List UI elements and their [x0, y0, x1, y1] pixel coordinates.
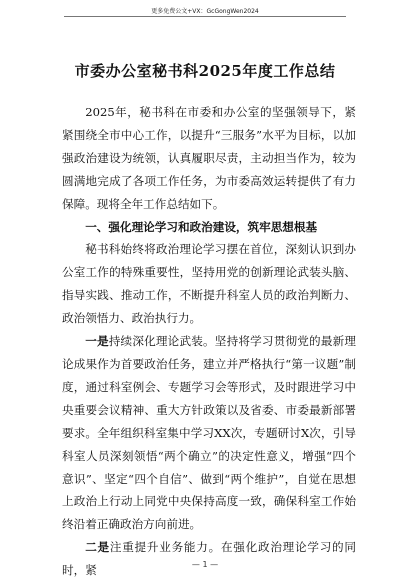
body-paragraph: 秘书科始终将政治理论学习摆在首位，深刻认识到办公室工作的特殊重要性，坚持用党的创新理论武装头脑、指导实践、推动工作，不断提升科室人员的政治判断力、政治领悟力、政治执行力。 — [62, 242, 356, 326]
paragraph-lead: 一是 — [85, 334, 109, 349]
body-paragraph — [62, 330, 356, 536]
header-banner: 更多免费公文+VX：GcGongWen2024 — [151, 8, 259, 15]
paragraph-text: 持续深化理论武装。坚持将学习贯彻党的最新理论成果作为首要政治任务，建立并严格执行“第一议题”制度，通过科室例会、专题学习会等形式，及时跟进学习中央重要会议精神、重大方针政策以及省委、市委最新部署要求。全年组织科室集中学习XX次，专题研讨X次，引导科室人员深刻领悟“两个确立”的决定性意义，增强“四个意识”、坚定“四个自信”、做到“两个维护”，自觉在思想上政治上行动上同党中央保持高度一致，确保科室工作始终沿着正确政治方向前进。 — [62, 334, 356, 532]
paragraph-lead: 二是 — [85, 540, 110, 555]
document-title: 市委办公室秘书科2025年度工作总结 — [74, 62, 336, 80]
intro-paragraph: 2025年，秘书科在市委和办公室的坚强领导下，紧紧围绕全市中心工作，以提升“三服务”水平为目标，以加强政治建设为统领，认真履职尽责，主动担当作为，较为圆满地完成了各项工作任务，为市委高效运转提供了有力保障。现将全年工作总结如下。 — [62, 105, 356, 211]
document-body — [62, 101, 356, 582]
paragraph-text: 注重提升业务能力。在强化政治理论学习的同时，紧 — [62, 540, 356, 578]
page-number: — 1 — — [191, 560, 219, 569]
section-heading: 一、强化理论学习和政治建设，筑牢思想根基 — [85, 219, 318, 234]
header-divider — [64, 16, 346, 17]
